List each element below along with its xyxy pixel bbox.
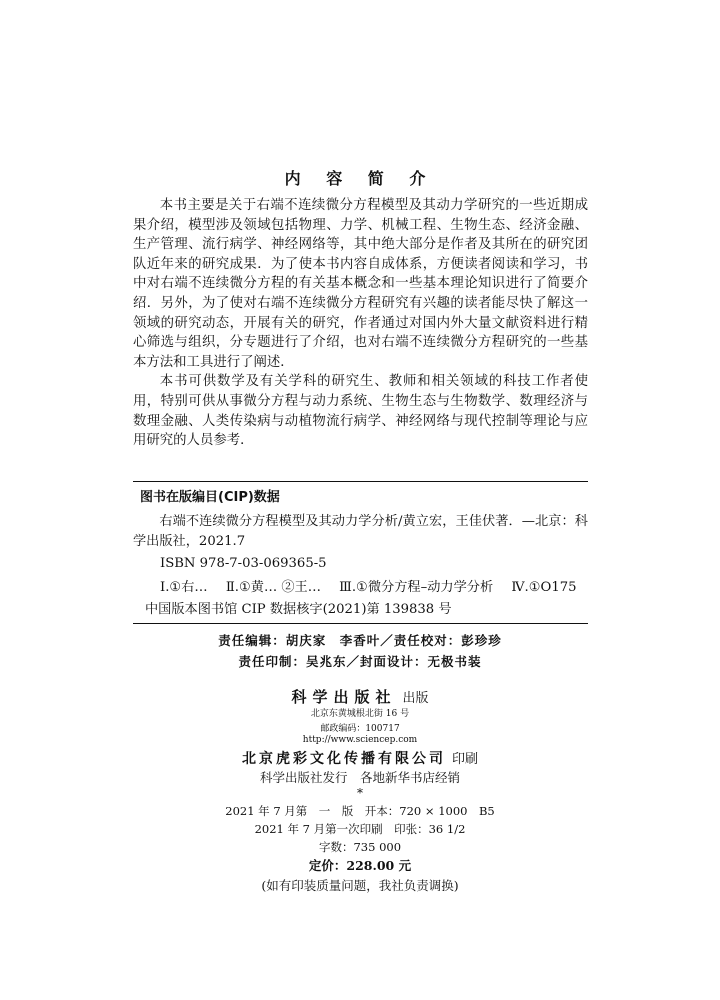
publisher-address: 北京东黄城根北街 16 号 <box>310 709 410 719</box>
cip-class-item: Ⅱ.①黄… ②王… <box>225 580 321 595</box>
summary-title: 内 容 简 介 <box>284 169 436 188</box>
edition-line: 2021 年 7 月第 一 版 开本：720 × 1000 B5 <box>225 804 495 818</box>
printer-suffix: 印刷 <box>451 752 478 767</box>
publisher-suffix: 出版 <box>402 691 429 706</box>
cip-class-item: Ⅳ.①O175 <box>511 580 577 595</box>
cip-class-item: Ⅰ.①右… <box>160 580 208 595</box>
word-count: 字数：735 000 <box>318 840 402 854</box>
cip-classification <box>160 576 577 595</box>
summary-text <box>133 196 588 451</box>
publisher-postcode: 邮政编码：100717 <box>320 724 400 734</box>
cip-heading: 图书在版编目(CIP)数据 <box>140 490 280 505</box>
quality-notice: (如有印装质量问题，我社负责调换) <box>261 878 459 893</box>
cip-cn-number: 中国版本图书馆 CIP 数据核字(2021)第 139838 号 <box>145 602 452 617</box>
separator-star: * <box>357 786 363 800</box>
summary-paragraph: 本书可供数学及有关学科的研究生、教师和相关领域的科技工作者使用，特别可供从事微分方程与动力系统、生物生态与生物数学、数理经济与数理金融、人类传染病与动植物流行病学、神经网络与现代控制等理论与应用研究的人员参考． <box>133 374 588 449</box>
summary-paragraph: 本书主要是关于右端不连续微分方程模型及其动力学研究的一些近期成果介绍，模型涉及领域包括物理、力学、机械工程、生物生态、经济金融、生产管理、流行病学、神经网络等，其中绝大部分是作者及其所在的研究团队近年来的研究成果．为了使本书内容自成体系，方便读者阅读和学习，书中对右端不连续微分方程的有关基本概念和一些基本理论知识进行了简要介绍．另外，为了使对右端不连续微分方程研究有兴趣的读者能尽快了解这一领域的研究动态，开展有关的研究，作者通过对国内外大量文献资料进行精心筛选与组织，分专题进行了介绍，也对右端不连续微分方程研究的一些基本方法和工具进行了阐述． <box>133 198 588 370</box>
price: 定价：228.00 元 <box>308 858 412 873</box>
printer-name: 北京虎彩文化传播有限公司 <box>241 751 446 767</box>
credits-production: 责任印制：吴兆东／封面设计：无极书装 <box>238 654 482 669</box>
publisher-url: http://www.sciencep.com <box>302 735 418 745</box>
credits-editors: 责任编辑：胡庆家 李香叶／责任校对：彭珍珍 <box>218 633 502 648</box>
divider-top <box>133 481 588 482</box>
distribution-line: 科学出版社发行 各地新华书店经销 <box>259 770 460 785</box>
publisher-line <box>0 686 720 707</box>
printing-line: 2021 年 7 月第一次印刷 印张：36 1/2 <box>254 822 466 836</box>
cip-class-item: Ⅲ.①微分方程–动力学分析 <box>339 580 494 595</box>
cip-title-line: 右端不连续微分方程模型及其动力学分析/黄立宏，王佳伏著．—北京：科学出版社，2021.7 <box>133 514 588 549</box>
divider-bottom <box>133 623 588 624</box>
publisher-name: 科学出版社 <box>291 688 397 706</box>
printer-line <box>0 748 720 768</box>
cip-isbn: ISBN 978-7-03-069365-5 <box>160 556 327 571</box>
